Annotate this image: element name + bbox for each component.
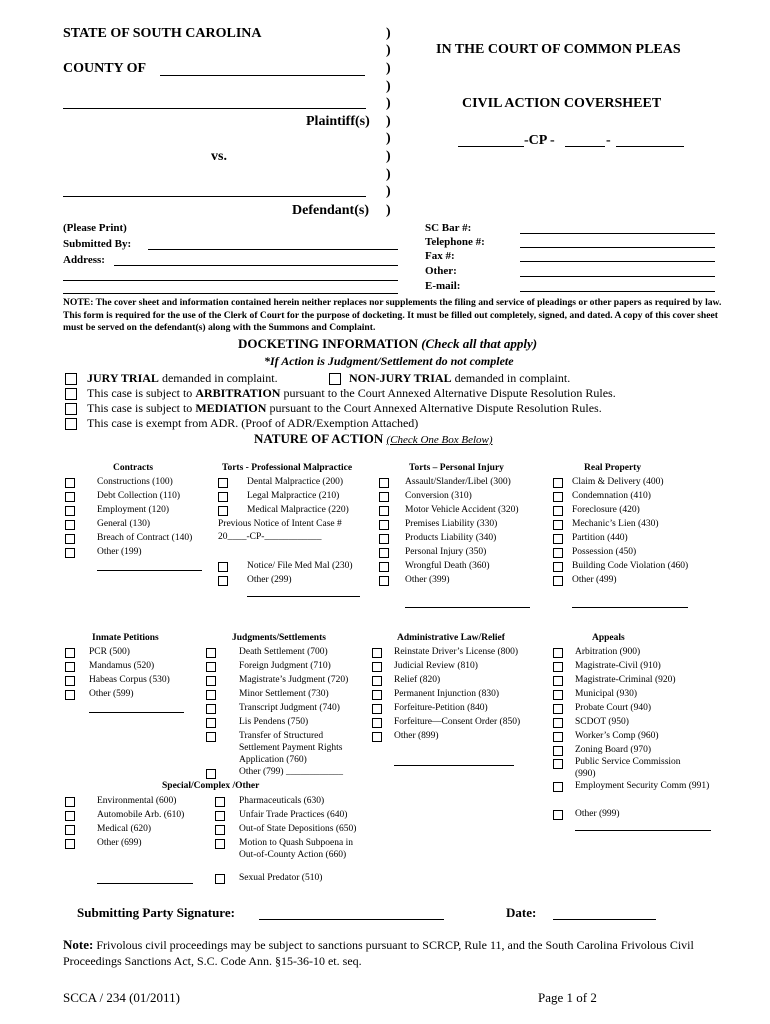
torts-personal-item: Products Liability (340) [405,533,497,543]
judgments-checkbox[interactable] [206,732,216,742]
real-property-checkbox[interactable] [553,520,563,530]
real-property-checkbox[interactable] [553,534,563,544]
appeals-checkbox[interactable] [553,732,563,742]
admin-checkbox[interactable] [372,662,382,672]
special-other-field[interactable] [97,883,193,884]
appeals-checkbox[interactable] [553,704,563,714]
real-property-item: Building Code Violation (460) [572,561,689,571]
torts-personal-item: Motor Vehicle Accident (320) [405,505,519,515]
admin-item: Reinstate Driver’s License (800) [394,647,519,657]
page-label: Page 1 of 2 [538,990,597,1005]
please-print: (Please Print) [63,222,127,234]
transfer-line: Transfer of Structured [239,731,324,741]
case-dash: - [606,133,611,148]
torts-personal-item: Conversion (310) [405,491,472,501]
judgments-checkbox[interactable] [206,718,216,728]
real-property-checkbox[interactable] [553,562,563,572]
special-item: Automobile Arb. (610) [97,810,185,820]
torts-personal-item: Assault/Slander/Libel (300) [405,477,511,487]
torts-personal-checkbox[interactable] [379,548,389,558]
appeals-checkbox[interactable] [553,676,563,686]
judgments-checkbox[interactable] [206,704,216,714]
appeals-item: Arbitration (900) [575,647,641,657]
judgments-item: Transcript Judgment (740) [239,703,340,713]
frivolous-note-text: Frivolous civil proceedings may be subject to sanctions pursuant to SCRCP, Rule 11, and the South Carolina Frivolous Civil Proceedings Sanctions Act, S.C. Code Ann. §15-36-10 et. seq. [63,938,694,968]
torts-professional-checkbox[interactable] [218,506,228,516]
frivolous-note-label: Note: [63,937,94,952]
judgments-other: Other (799) ____________ [239,767,343,777]
torts-professional-checkbox[interactable] [218,576,228,586]
torts-professional-item: Legal Malpractice (210) [247,491,340,501]
special-checkbox[interactable] [215,874,225,884]
real-property-item: Foreclosure (420) [572,505,640,515]
torts-personal-checkbox[interactable] [379,534,389,544]
torts-personal-item: Personal Injury (350) [405,547,487,557]
admin-item: Forfeiture-Petition (840) [394,703,488,713]
mediation-label: MEDIATION [195,401,267,415]
torts-personal-checkbox[interactable] [379,506,389,516]
judgments-checkbox[interactable] [206,676,216,686]
case-cp: -CP - [524,133,555,148]
contracts-checkbox[interactable] [65,506,75,516]
appeals-item: Municipal (930) [575,689,638,699]
special-item: Unfair Trade Practices (640) [239,810,348,820]
real-property-heading: Real Property [584,463,642,473]
non-jury-trial-text [349,371,570,386]
caption-paren: ) [386,167,391,182]
mediation-pre: This case is subject to [87,401,193,415]
special-item: Sexual Predator (510) [239,873,323,883]
inmate-checkbox[interactable] [65,690,75,700]
nature-heading [254,431,493,447]
special-checkbox[interactable] [65,839,75,849]
torts-personal-item: Premises Liability (330) [405,519,498,529]
caption-paren: ) [386,184,391,199]
appeals-checkbox[interactable] [553,810,563,820]
torts-professional-item: Notice/ File Med Mal (230) [247,561,353,571]
real-property-checkbox[interactable] [553,492,563,502]
admin-checkbox[interactable] [372,718,382,728]
torts-personal-checkbox[interactable] [379,492,389,502]
torts-professional-other-field[interactable] [247,596,360,597]
address-field[interactable] [114,265,398,266]
torts-personal-item: Wrongful Death (360) [405,561,490,571]
date-label: Date: [506,905,537,920]
appeals-checkbox[interactable] [553,782,563,792]
real-property-item: Other (499) [572,575,617,585]
admin-item: Judicial Review (810) [394,661,478,671]
county-label: COUNTY OF [63,61,147,76]
contracts-checkbox[interactable] [65,492,75,502]
contracts-item: Constructions (100) [97,477,173,487]
appeals-item: SCDOT (950) [575,717,629,727]
contracts-item: Employment (120) [97,505,170,515]
torts-professional-heading: Torts - Professional Malpractice [222,463,353,473]
check-all-note: (Check all that apply) [421,336,538,351]
inmate-checkbox[interactable] [65,676,75,686]
court-name: IN THE COURT OF COMMON PLEAS [436,42,681,57]
jury-trial-text [87,371,278,386]
sc-bar-field[interactable] [520,233,715,234]
non-jury-trial-label: NON-JURY TRIAL [349,371,452,385]
special-item: Environmental (600) [97,796,177,806]
date-field[interactable] [553,919,656,920]
torts-personal-heading: Torts – Personal Injury [409,463,504,473]
contracts-item: Debt Collection (110) [97,491,181,501]
arbitration-pre: This case is subject to [87,386,193,400]
case-number-field[interactable] [616,146,684,147]
other-label: Other: [425,265,457,277]
torts-professional-item: Other (299) [247,575,292,585]
special-heading: Special/Complex /Other [162,781,260,791]
torts-personal-checkbox[interactable] [379,576,389,586]
admin-checkbox[interactable] [372,676,382,686]
docketing-title: DOCKETING INFORMATION [238,336,418,351]
real-property-checkbox[interactable] [553,548,563,558]
judgments-item: Minor Settlement (730) [239,689,329,699]
real-property-checkbox[interactable] [553,576,563,586]
form-id: SCCA / 234 (01/2011) [63,990,180,1005]
judgments-checkbox[interactable] [206,769,216,779]
inmate-item: PCR (500) [89,647,130,657]
appeals-checkbox[interactable] [553,648,563,658]
arbitration-text [87,386,616,401]
torts-professional-item: Medical Malpractice (220) [247,505,349,515]
caption-paren: ) [386,61,391,76]
cover-sheet-note: NOTE: The cover sheet and information contained herein neither replaces nor supplements the filing and service of pleadings or other papers as required by law. This form is required for the use of the Clerk of Court for the purpose of docketing. It must be filled out completely, signed, and dated. A copy of this cover sheet must be served on the defendant(s) along with the Summons and Complaint. [63,297,722,333]
defendant-field[interactable] [63,196,366,197]
admin-item: Relief (820) [394,675,441,685]
arbitration-post: pursuant to the Court Annexed Alternative Dispute Resolution Rules. [283,386,616,400]
real-property-checkbox[interactable] [553,506,563,516]
judgments-item: Foreign Judgment (710) [239,661,331,671]
check-one-note: (Check One Box Below) [386,434,493,446]
inmate-checkbox[interactable] [65,648,75,658]
real-property-item: Condemnation (410) [572,491,651,501]
form-title: CIVIL ACTION COVERSHEET [462,96,662,111]
appeals-heading: Appeals [592,633,625,643]
admin-checkbox[interactable] [372,690,382,700]
inmate-item: Habeas Corpus (530) [89,675,170,685]
torts-personal-checkbox[interactable] [379,520,389,530]
plaintiff-field[interactable] [63,108,366,109]
special-checkbox[interactable] [215,797,225,807]
email-field[interactable] [520,291,715,292]
address-field-3[interactable] [63,293,398,294]
quash-line: Out-of-County Action (660) [239,850,347,860]
appeals-item: Magistrate-Civil (910) [575,661,661,671]
non-jury-trial-checkbox[interactable] [329,373,341,385]
torts-personal-item: Other (399) [405,575,450,585]
caption-paren: ) [386,203,391,218]
docketing-heading [238,336,537,352]
previous-notice-label: Previous Notice of Intent Case # [218,519,342,529]
special-item: Medical (620) [97,824,152,834]
employment-security-item: Employment Security Comm (991) [575,781,710,791]
torts-personal-other-field[interactable] [405,607,530,608]
admin-item: Forfeiture—Consent Order (850) [394,717,521,727]
signature-field[interactable] [259,919,444,920]
contracts-item: Other (199) [97,547,142,557]
previous-notice-number: 20____-CP-____________ [218,532,322,542]
adr-exempt-checkbox[interactable] [65,418,77,430]
special-checkbox[interactable] [65,811,75,821]
real-property-checkbox[interactable] [553,478,563,488]
judgment-note: *If Action is Judgment/Settlement do not complete [264,354,514,368]
contracts-other-field[interactable] [97,570,202,571]
address-label: Address: [63,254,105,266]
torts-personal-checkbox[interactable] [379,478,389,488]
case-year-field[interactable] [458,146,524,147]
contracts-item: Breach of Contract (140) [97,533,193,543]
special-item: Pharmaceuticals (630) [239,796,325,806]
real-property-item: Possession (450) [572,547,637,557]
appeals-item: Zoning Board (970) [575,745,651,755]
real-property-item: Claim & Delivery (400) [572,477,664,487]
contracts-heading: Contracts [113,463,154,473]
caption-paren: ) [386,114,391,129]
nature-title: NATURE OF ACTION [254,431,384,446]
jury-trial-rest: demanded in complaint. [161,371,278,385]
adr-exempt-text: This case is exempt from ADR. (Proof of ADR/Exemption Attached) [87,416,419,430]
appeals-other: Other (999) [575,809,620,819]
contracts-checkbox[interactable] [65,548,75,558]
caption-paren: ) [386,149,391,164]
torts-professional-checkbox[interactable] [218,492,228,502]
appeals-other-field[interactable] [575,830,711,831]
real-property-item: Partition (440) [572,533,628,543]
appeals-checkbox[interactable] [553,718,563,728]
inmate-checkbox[interactable] [65,662,75,672]
special-checkbox[interactable] [215,811,225,821]
plaintiffs-label: Plaintiff(s) [306,114,370,129]
admin-item: Permanent Injunction (830) [394,689,500,699]
arbitration-label: ARBITRATION [195,386,281,400]
mediation-text [87,401,602,416]
telephone-field[interactable] [520,247,715,248]
inmate-item: Mandamus (520) [89,661,155,671]
real-property-other-field[interactable] [572,607,688,608]
jury-trial-label: JURY TRIAL [87,371,159,385]
jury-trial-checkbox[interactable] [65,373,77,385]
caption-paren: ) [386,79,391,94]
appeals-checkbox[interactable] [553,746,563,756]
judgments-item: Magistrate’s Judgment (720) [239,675,349,685]
transfer-line: Settlement Payment Rights [239,743,343,753]
fax-field[interactable] [520,261,715,262]
submitted-by-field[interactable] [148,249,398,250]
special-item: Out-of State Depositions (650) [239,824,357,834]
torts-personal-checkbox[interactable] [379,562,389,572]
caption-paren: ) [386,26,391,41]
telephone-label: Telephone #: [425,236,485,248]
other-field[interactable] [520,276,715,277]
appeals-item: Magistrate-Criminal (920) [575,675,676,685]
judgments-item: Lis Pendens (750) [239,717,309,727]
special-checkbox[interactable] [215,825,225,835]
real-property-item: Mechanic’s Lien (430) [572,519,659,529]
appeals-checkbox[interactable] [553,690,563,700]
torts-professional-checkbox[interactable] [218,478,228,488]
special-checkbox[interactable] [65,825,75,835]
admin-checkbox[interactable] [372,732,382,742]
admin-other-field[interactable] [394,765,514,766]
state-label: STATE OF SOUTH CAROLINA [63,26,262,41]
transfer-line: Application (760) [239,755,307,765]
case-county-field[interactable] [565,146,605,147]
contracts-checkbox[interactable] [65,520,75,530]
judgments-checkbox[interactable] [206,648,216,658]
special-checkbox[interactable] [215,839,225,849]
sc-bar-label: SC Bar #: [425,222,472,234]
mediation-post: pursuant to the Court Annexed Alternative Dispute Resolution Rules. [269,401,602,415]
judgments-heading: Judgments/Settlements [232,633,326,643]
admin-item: Other (899) [394,731,439,741]
inmate-heading: Inmate Petitions [92,633,159,643]
contracts-checkbox[interactable] [65,534,75,544]
admin-checkbox[interactable] [372,648,382,658]
psc-line: Public Service Commission [575,757,681,767]
caption-paren: ) [386,131,391,146]
judgments-checkbox[interactable] [206,690,216,700]
caption-paren: ) [386,96,391,111]
vs-label: vs. [211,149,227,164]
address-field-2[interactable] [63,280,398,281]
defendants-label: Defendant(s) [292,203,369,218]
contracts-item: General (130) [97,519,151,529]
torts-professional-checkbox[interactable] [218,562,228,572]
admin-checkbox[interactable] [372,704,382,714]
signature-label: Submitting Party Signature: [77,905,235,920]
judgments-item: Death Settlement (700) [239,647,328,657]
psc-line: (990) [575,769,596,779]
special-checkbox[interactable] [65,797,75,807]
quash-line: Motion to Quash Subpoena in [239,838,353,848]
mediation-checkbox[interactable] [65,403,77,415]
contracts-checkbox[interactable] [65,478,75,488]
inmate-item: Other (599) [89,689,134,699]
non-jury-trial-rest: demanded in complaint. [454,371,571,385]
admin-heading: Administrative Law/Relief [397,633,505,643]
email-label: E-mail: [425,280,461,292]
judgments-checkbox[interactable] [206,662,216,672]
arbitration-checkbox[interactable] [65,388,77,400]
torts-professional-item: Dental Malpractice (200) [247,477,344,487]
appeals-item: Probate Court (940) [575,703,651,713]
frivolous-note [63,937,723,969]
special-item: Other (699) [97,838,142,848]
submitted-by-label: Submitted By: [63,238,132,250]
caption-paren: ) [386,43,391,58]
county-field[interactable] [160,75,365,76]
appeals-checkbox[interactable] [553,662,563,672]
appeals-item: Worker’s Comp (960) [575,731,659,741]
fax-label: Fax #: [425,250,455,262]
appeals-checkbox[interactable] [553,759,563,769]
inmate-other-field[interactable] [89,712,184,713]
